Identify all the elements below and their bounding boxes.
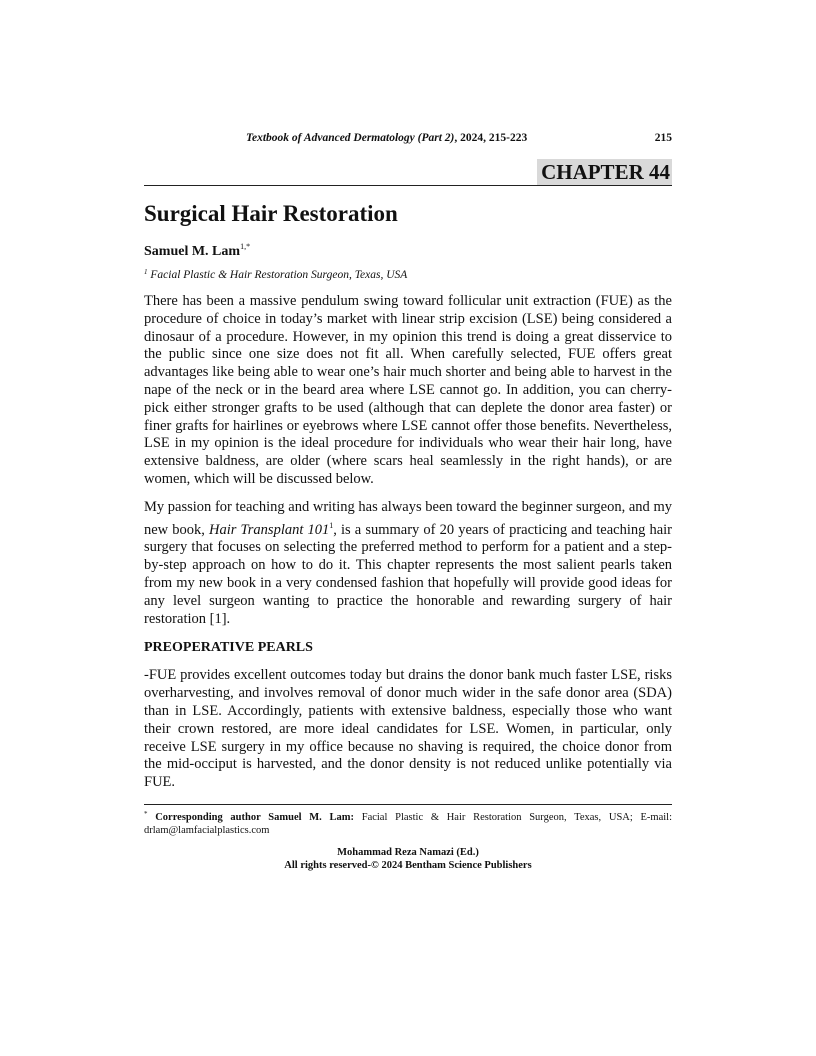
book-title: Hair Transplant 101 — [209, 521, 330, 538]
document-page — [144, 130, 672, 872]
footnote-divider — [144, 804, 672, 805]
chapter-row — [144, 158, 672, 186]
journal-citation — [246, 132, 527, 144]
paragraph-book-after: , is a summary of 20 years of practicing and teaching hair surgery that focuses on selecting the preferred method to perform for a patient and a step-by-step approach on how to do it. This chapter represents the most salient pearls taken from my new book in a very condensed fashion that hopefully will provide good ideas for any level surgeon wanting to practice the honorable and rewarding surgery of hair restoration [1]. — [144, 521, 672, 627]
author-marks: 1,* — [240, 242, 251, 251]
chapter-title: Surgical Hair Restoration — [144, 201, 398, 226]
paragraph-fue: -FUE provides excellent outcomes today but drains the donor bank much faster LSE, risks overharvesting, and involves removal of donor much wider in the safe donor area (SDA) than in LSE. Accordingly, patients with extensive baldness, especially those who want their crown restored, are more ideal candidates for LSE. Women, in particular, only receive LSE surgery in my office because no shaving is required, the choice donor from the mid-occiput is harvested, and the donor density is not reduced unlike potentially via FUE. — [144, 667, 672, 791]
author-line — [144, 238, 672, 261]
affiliation-text: Facial Plastic & Hair Restoration Surgeon, Texas, USA — [147, 269, 408, 281]
journal-title: Textbook of Advanced Dermatology (Part 2) — [246, 132, 455, 144]
page-number: 215 — [654, 132, 672, 144]
paragraph-book-before: My passion for teaching and writing has always been toward the beginner surgeon, and my new book, — [144, 498, 672, 538]
paragraph-intro: There has been a massive pendulum swing toward follicular unit extraction (FUE) as the procedure of choice in today’s market with linear strip excision (LSE) being considered a dinosaur of a procedure. However, in my opinion this trend is doing a great disservice to the public since one size does not fit all. When carefully selected, FUE offers great advantages like being able to wear one’s hair much shorter and being able to harvest in the nape of the neck or in the beard area where LSE cannot go. In addition, you can cherry-pick either stronger grafts to be used (although that can deplete the donor area faster) or finer grafts for hairlines or eyebrows where LSE cannot offer those benefits. Nevertheless, LSE in my opinion is the ideal procedure for individuals who wear their hair long, have extensive baldness, are older (where scars heal seamlessly in the right hands), or are women, which will be discussed below. — [144, 293, 672, 487]
paragraph-book — [144, 499, 672, 629]
footnote-mark: * — [144, 809, 148, 818]
journal-meta: , 2024, 215-223 — [454, 132, 528, 144]
copyright-line: All rights reserved-© 2024 Bentham Science Publishers — [284, 859, 532, 871]
author-affiliation — [144, 264, 672, 283]
chapter-label: CHAPTER 44 — [537, 159, 672, 185]
footnote-text: Facial Plastic & Hair Restoration Surgeon, Texas, USA; E-mail: drlam@lamfacialplastics.com — [144, 811, 672, 836]
book-reference-mark: 1 — [329, 520, 334, 530]
editor-line: Mohammad Reza Namazi (Ed.) — [337, 846, 479, 858]
running-header — [144, 130, 672, 150]
footnote — [144, 808, 672, 837]
publisher-block — [144, 846, 672, 872]
section-heading: PREOPERATIVE PEARLS — [144, 640, 313, 656]
author-name: Samuel M. Lam — [144, 244, 241, 259]
footnote-label: Corresponding author Samuel M. Lam: — [155, 811, 355, 823]
affiliation-mark: 1 — [144, 268, 148, 276]
